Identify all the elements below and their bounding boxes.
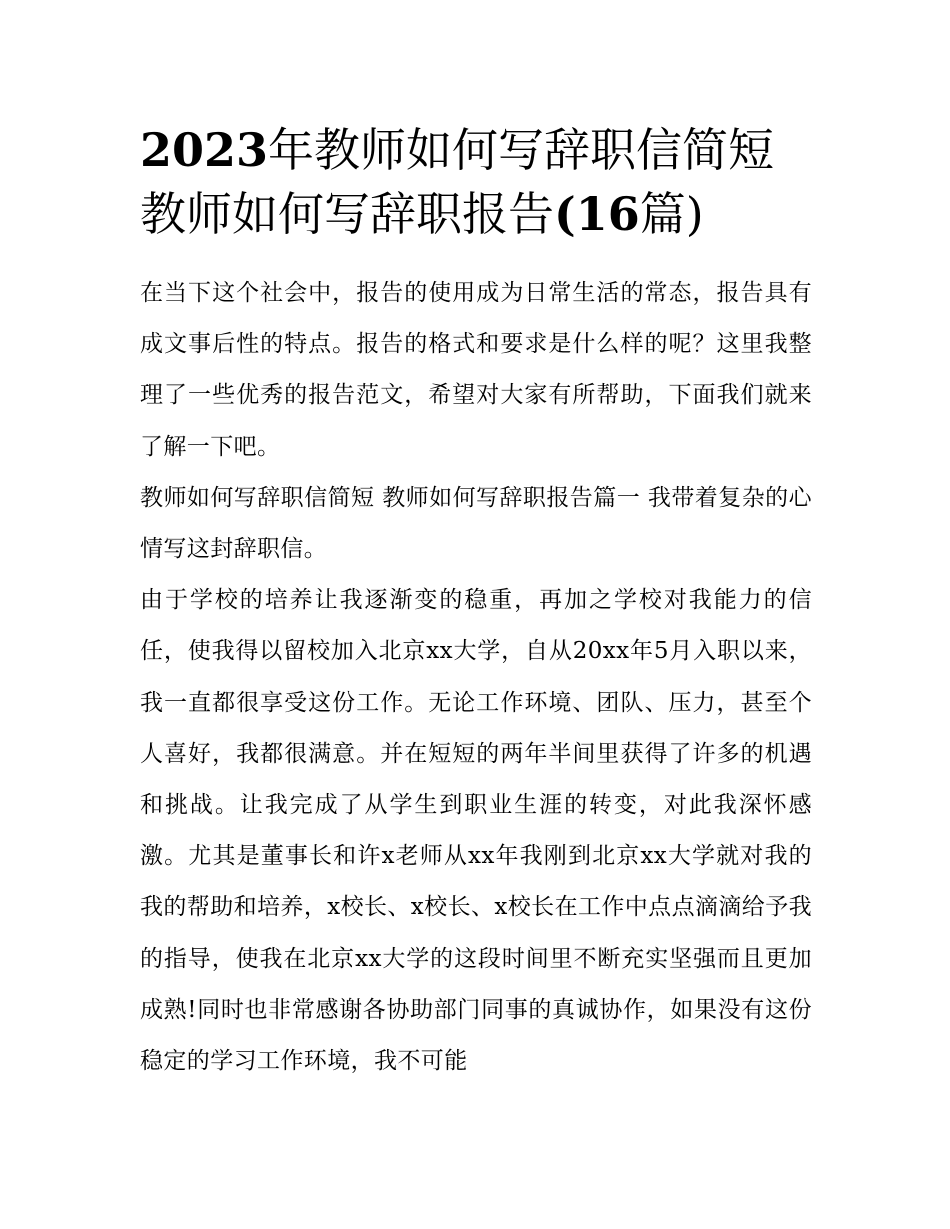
- title-line2-text: 教师如何写辞职报告: [140, 187, 554, 241]
- body-paragraph: 由于学校的培养让我逐渐变的稳重，再加之学校对我能力的信任，使我得以留校加入北京xx大学，自从20xx年5月入职以来，我一直都很享受这份工作。无论工作环境、团队、压力，甚至个人喜好，我都很满意。并在短短的两年半间里获得了许多的机遇和挑战。让我完成了从学生到职业生涯的转变，对此我深怀感激。尤其是董事长和许x老师从xx年我刚到北京xx大学就对我的我的帮助和培养，x校长、x校长、x校长在工作中点点滴滴给予我的指导，使我在北京xx大学的这段时间里不断充实坚强而且更加成熟!同时也非常感谢各协助部门同事的真诚协作，如果没有这份稳定的学习工作环境，我不可能: [140, 587, 812, 1075]
- document-content: [140, 118, 812, 1087]
- document-title: [140, 118, 812, 246]
- title-count: (16: [554, 187, 640, 241]
- section-heading-paragraph: 教师如何写辞职信简短 教师如何写辞职报告篇一 我带着复杂的心情写这封辞职信。: [140, 484, 812, 563]
- intro-paragraph: 在当下这个社会中，报告的使用成为日常生活的常态，报告具有成文事后性的特点。报告的格式和要求是什么样的呢？这里我整理了一些优秀的报告范文，希望对大家有所帮助，下面我们就来了解一下吧。: [140, 280, 812, 460]
- title-line1-text: 年教师如何写辞职信简短: [268, 123, 775, 177]
- title-line2-end: 篇): [639, 187, 704, 241]
- title-year: 2023: [140, 123, 269, 177]
